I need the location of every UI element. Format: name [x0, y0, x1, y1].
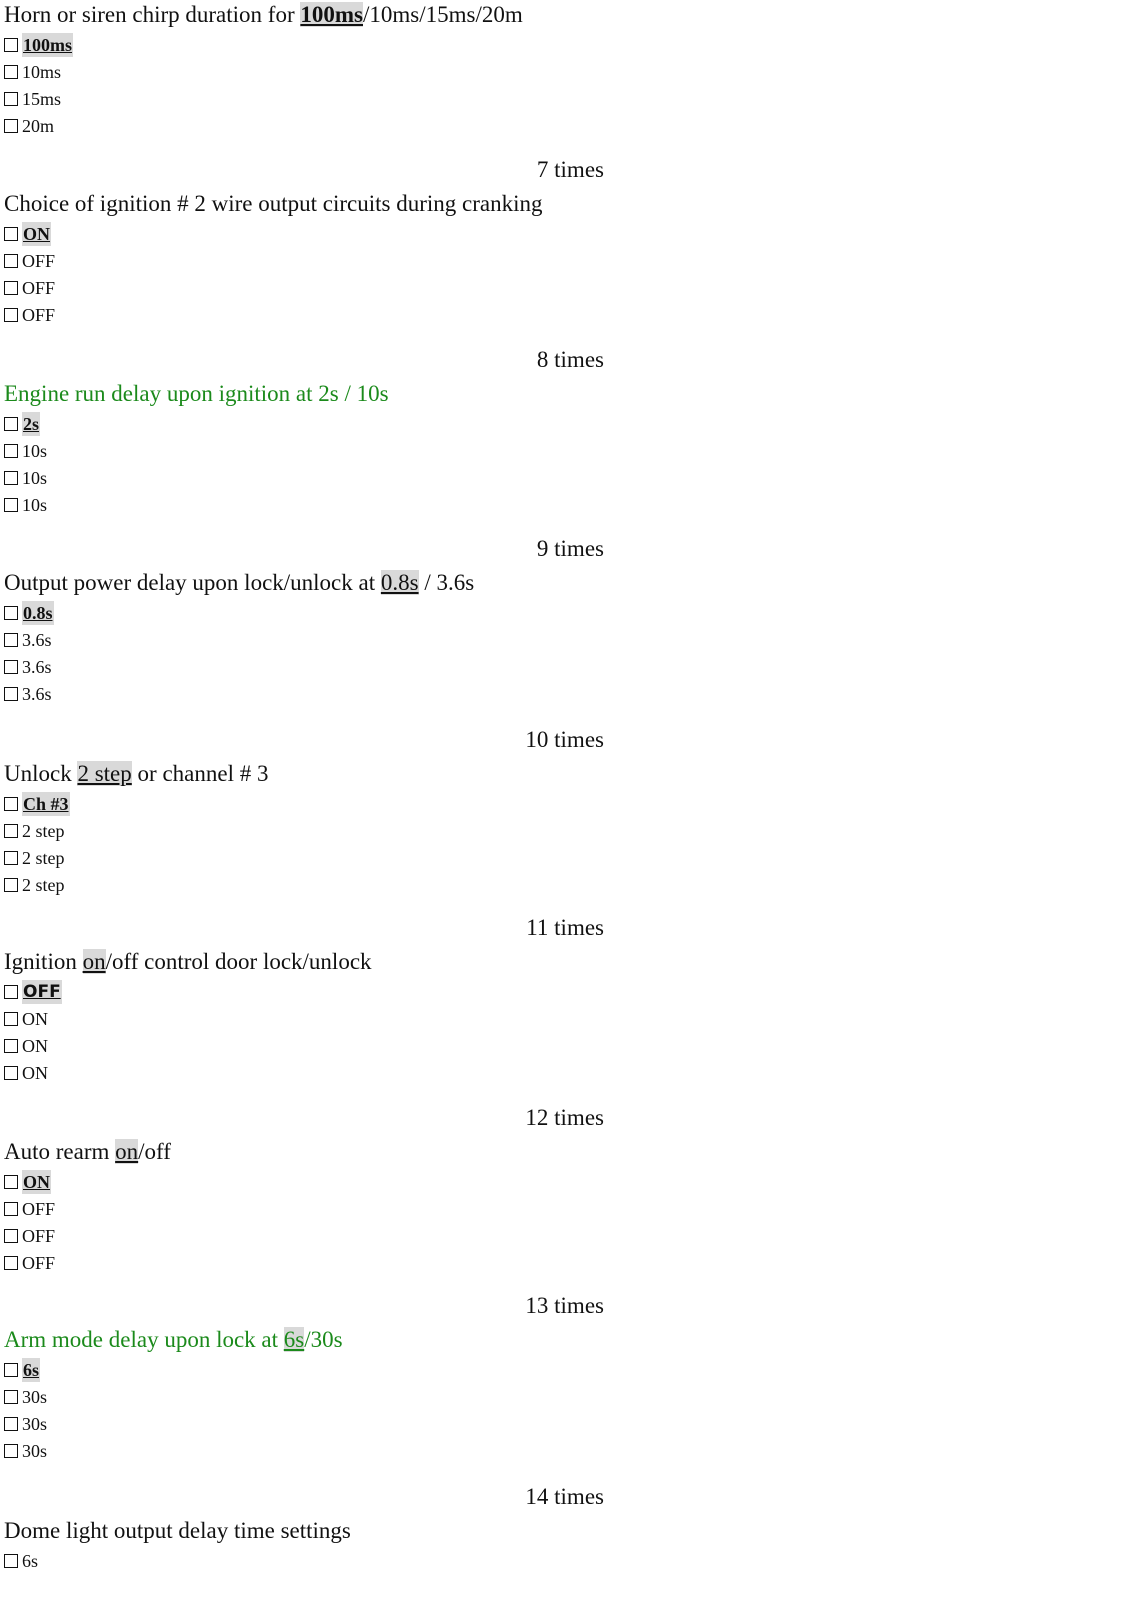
option-row[interactable] — [4, 85, 1104, 112]
checkbox[interactable] — [4, 1039, 18, 1053]
title-highlight: 2 step — [77, 761, 132, 786]
setting-title — [4, 1139, 1104, 1165]
option-label: 3.6s — [22, 683, 52, 704]
setting-engine-run-delay — [4, 347, 1104, 518]
checkbox[interactable] — [4, 1229, 18, 1243]
checkbox[interactable] — [4, 606, 18, 620]
option-row[interactable] — [4, 817, 1104, 844]
option-row[interactable] — [4, 599, 1104, 626]
option-label: OFF — [22, 1225, 56, 1246]
repeat-count: 9 times — [536, 536, 604, 561]
setting-dome-light-delay — [4, 1484, 1104, 1574]
option-row[interactable] — [4, 1356, 1104, 1383]
title-highlight: 100ms — [300, 2, 363, 27]
option-label: 15ms — [22, 88, 62, 109]
title-text: Choice of ignition # 2 wire output circuits during cranking — [4, 191, 543, 216]
option-list — [4, 790, 1104, 898]
repeat-count: 8 times — [536, 347, 604, 372]
option-row[interactable] — [4, 626, 1104, 653]
repeat-count: 7 times — [536, 157, 604, 182]
setting-title — [4, 191, 1104, 217]
title-text: Dome light output delay time settings — [4, 1518, 351, 1543]
option-row[interactable] — [4, 1222, 1104, 1249]
checkbox[interactable] — [4, 471, 18, 485]
option-row[interactable] — [4, 437, 1104, 464]
checkbox[interactable] — [4, 38, 18, 52]
setting-title — [4, 949, 1104, 975]
checkbox[interactable] — [4, 1066, 18, 1080]
repeat-count: 11 times — [526, 915, 604, 940]
option-row[interactable] — [4, 220, 1104, 247]
option-list — [4, 220, 1104, 328]
checkbox[interactable] — [4, 1175, 18, 1189]
option-row[interactable] — [4, 1249, 1104, 1276]
option-label: OFF — [22, 250, 56, 271]
option-row[interactable] — [4, 790, 1104, 817]
checkbox[interactable] — [4, 824, 18, 838]
option-label: 30s — [22, 1440, 48, 1461]
option-list — [4, 410, 1104, 518]
option-row[interactable] — [4, 1168, 1104, 1195]
option-label: ON — [22, 1062, 48, 1083]
option-label: Ch #3 — [23, 793, 69, 814]
checkbox[interactable] — [4, 281, 18, 295]
checkbox[interactable] — [4, 1012, 18, 1026]
checkbox[interactable] — [4, 227, 18, 241]
option-row[interactable] — [4, 491, 1104, 518]
checkbox[interactable] — [4, 1256, 18, 1270]
setting-title — [4, 381, 1104, 407]
checkbox[interactable] — [4, 1390, 18, 1404]
option-row[interactable] — [4, 58, 1104, 85]
repeat-count: 10 times — [525, 727, 604, 752]
option-label: 3.6s — [22, 629, 52, 650]
title-highlight: on — [115, 1139, 139, 1164]
option-row[interactable] — [4, 274, 1104, 301]
setting-arm-mode-delay — [4, 1293, 1104, 1464]
option-row[interactable] — [4, 1383, 1104, 1410]
checkbox[interactable] — [4, 633, 18, 647]
title-text: Unlock — [4, 761, 78, 786]
option-label: OFF — [22, 1198, 56, 1219]
checkbox[interactable] — [4, 1417, 18, 1431]
setting-title — [4, 1327, 1104, 1353]
option-row[interactable] — [4, 410, 1104, 437]
checkbox[interactable] — [4, 444, 18, 458]
title-text: Horn or siren chirp duration for — [4, 2, 301, 27]
option-label: 30s — [22, 1386, 48, 1407]
checkbox[interactable] — [4, 1363, 18, 1377]
option-label: 2 step — [22, 847, 65, 868]
title-text-after: /10ms/15ms/20m — [363, 2, 523, 27]
repeat-count: 12 times — [525, 1105, 604, 1130]
option-row[interactable] — [4, 871, 1104, 898]
setting-title — [4, 761, 1104, 787]
title-text-after: / 3.6s — [418, 570, 475, 595]
option-label: 10ms — [22, 61, 62, 82]
option-row[interactable] — [4, 680, 1104, 707]
checkbox[interactable] — [4, 797, 18, 811]
option-label: ON — [23, 223, 50, 244]
option-label: 2 step — [22, 874, 65, 895]
checkbox[interactable] — [4, 92, 18, 106]
checkbox[interactable] — [4, 254, 18, 268]
title-text-after: /off control door lock/unlock — [105, 949, 372, 974]
option-list — [4, 978, 1104, 1086]
title-text: Auto rearm — [4, 1139, 116, 1164]
option-label: 2 step — [22, 820, 65, 841]
setting-unlock-2-step — [4, 727, 1104, 898]
option-row[interactable] — [4, 1547, 1104, 1574]
title-highlight: 0.8s — [380, 570, 419, 595]
repeat-count: 13 times — [525, 1293, 604, 1318]
title-text-after: /30s — [304, 1327, 343, 1352]
option-list — [4, 1547, 1104, 1574]
title-text: Arm mode delay upon lock at — [4, 1327, 284, 1352]
option-row[interactable] — [4, 978, 1104, 1005]
checkbox[interactable] — [4, 1444, 18, 1458]
title-highlight: on — [82, 949, 106, 974]
option-row[interactable] — [4, 112, 1104, 139]
option-label: 3.6s — [22, 656, 52, 677]
checkbox[interactable] — [4, 851, 18, 865]
title-text-after: /off — [138, 1139, 171, 1164]
checkbox[interactable] — [4, 1202, 18, 1216]
option-row[interactable] — [4, 464, 1104, 491]
option-label: OFF — [23, 981, 61, 1002]
option-row[interactable] — [4, 1032, 1104, 1059]
option-label: 6s — [22, 1550, 39, 1571]
option-list — [4, 31, 1104, 139]
option-label: ON — [22, 1035, 48, 1056]
checkbox[interactable] — [4, 1554, 18, 1568]
title-text: Engine run delay upon ignition at 2s / 10s — [4, 381, 389, 406]
title-text-after: or channel # 3 — [131, 761, 269, 786]
checkbox[interactable] — [4, 308, 18, 322]
title-text: Output power delay upon lock/unlock at — [4, 570, 381, 595]
checkbox[interactable] — [4, 985, 18, 999]
option-row[interactable] — [4, 1410, 1104, 1437]
checkbox[interactable] — [4, 65, 18, 79]
option-label: OFF — [22, 1252, 56, 1273]
option-label: 6s — [23, 1359, 40, 1380]
checkbox[interactable] — [4, 119, 18, 133]
setting-horn-chirp-duration — [4, 2, 1104, 139]
setting-output-power-delay — [4, 536, 1104, 707]
checkbox[interactable] — [4, 498, 18, 512]
option-row[interactable] — [4, 247, 1104, 274]
option-row[interactable] — [4, 844, 1104, 871]
option-label: 100ms — [23, 34, 72, 55]
option-label: OFF — [22, 304, 56, 325]
option-label: 2s — [23, 413, 40, 434]
option-label: 0.8s — [23, 602, 53, 623]
option-row[interactable] — [4, 1195, 1104, 1222]
option-label: 10s — [22, 440, 48, 461]
option-row[interactable] — [4, 1437, 1104, 1464]
checkbox[interactable] — [4, 878, 18, 892]
option-label: 10s — [22, 467, 48, 488]
option-list — [4, 1356, 1104, 1464]
setting-auto-rearm — [4, 1105, 1104, 1276]
option-row[interactable] — [4, 31, 1104, 58]
option-label: ON — [23, 1171, 50, 1192]
option-label: 20m — [22, 115, 55, 136]
option-row[interactable] — [4, 1005, 1104, 1032]
option-label: 30s — [22, 1413, 48, 1434]
option-list — [4, 599, 1104, 707]
option-row[interactable] — [4, 653, 1104, 680]
setting-title — [4, 2, 1104, 28]
setting-ignition-door-lock — [4, 915, 1104, 1086]
title-text: Ignition — [4, 949, 83, 974]
option-label: OFF — [22, 277, 56, 298]
option-row[interactable] — [4, 301, 1104, 328]
setting-title — [4, 570, 1104, 596]
checkbox[interactable] — [4, 417, 18, 431]
option-row[interactable] — [4, 1059, 1104, 1086]
setting-title — [4, 1518, 1104, 1544]
setting-ignition-2-output — [4, 157, 1104, 328]
option-label: ON — [22, 1008, 48, 1029]
title-highlight: 6s — [283, 1327, 305, 1352]
checkbox[interactable] — [4, 660, 18, 674]
option-label: 10s — [22, 494, 48, 515]
repeat-count: 14 times — [525, 1484, 604, 1509]
option-list — [4, 1168, 1104, 1276]
checkbox[interactable] — [4, 687, 18, 701]
